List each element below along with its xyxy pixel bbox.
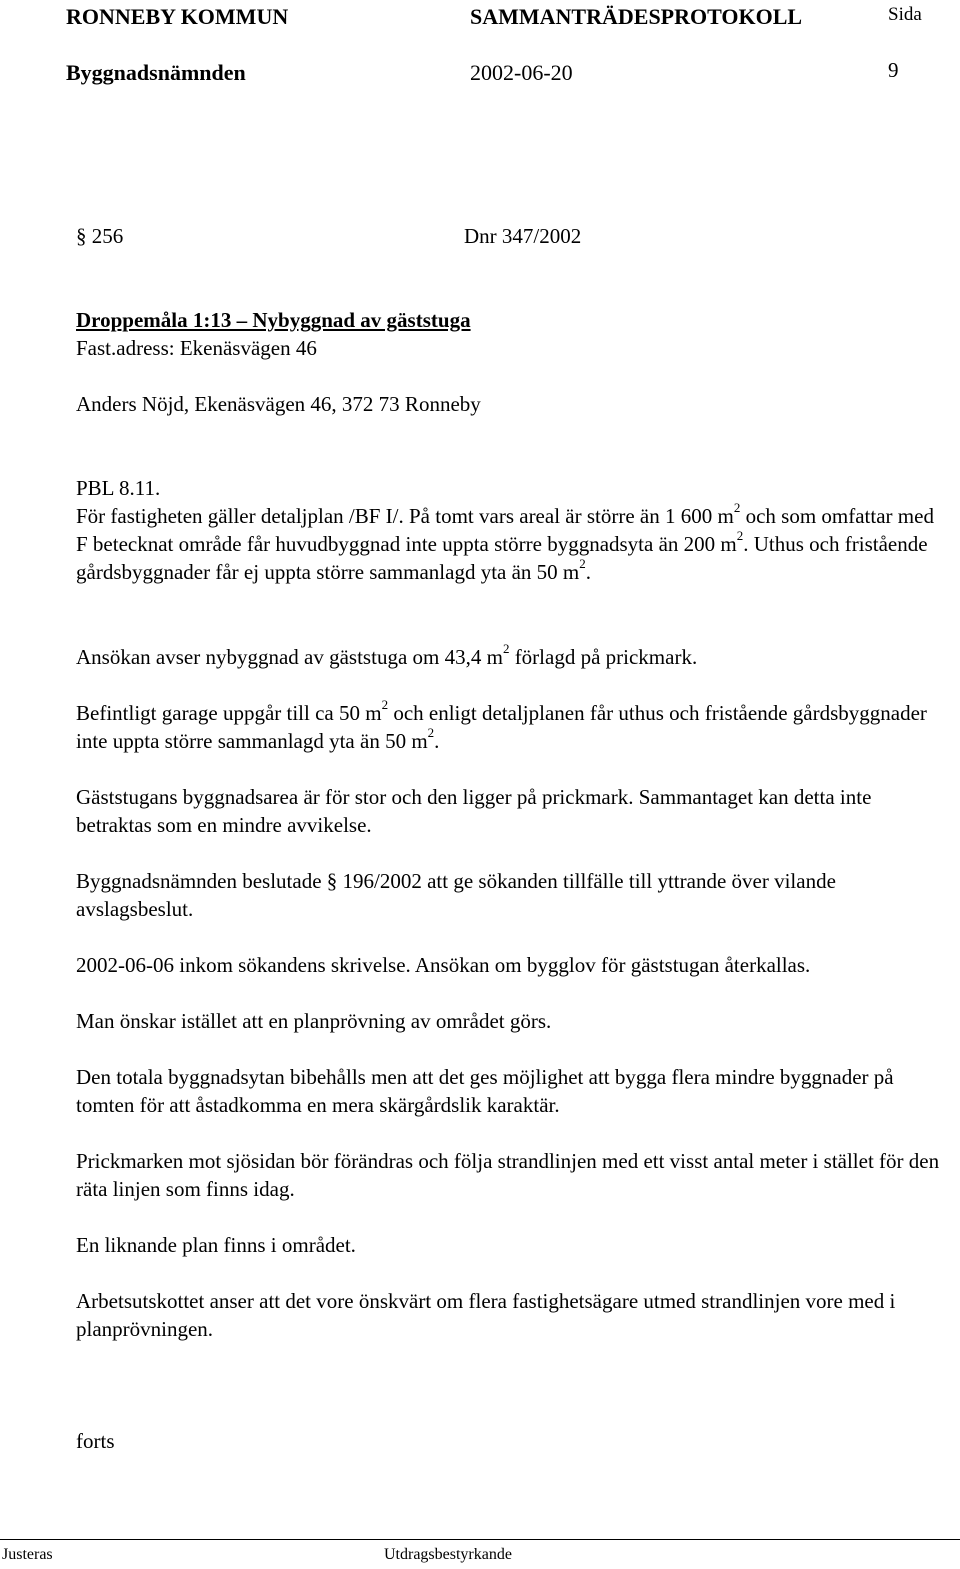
committee-name: Byggnadsnämnden xyxy=(66,60,246,85)
paragraph-similar-plan xyxy=(76,1231,946,1259)
text-segment: . Uthus och fristående gårdsbyggnader får ej uppta större sammanlagd yta än 50 m xyxy=(76,532,928,584)
pbl-reference: PBL 8.11. xyxy=(76,476,161,500)
paragraph-application xyxy=(76,643,946,671)
text-segment: Arbetsutskottet anser att det vore önskvärt om flera fastighetsägare utmed strandlinjen vore med i planprövningen. xyxy=(76,1289,896,1341)
section-line xyxy=(76,222,123,250)
text-segment: och enligt detaljplanen får uthus och fristående gårdsbyggnader inte uppta större sammanlagd yta än 50 m xyxy=(76,701,927,753)
paragraph-plan xyxy=(76,502,946,586)
text-segment: 196/2002 att ge sökanden tillfälle till yttrande över vilande avslagsbeslut. xyxy=(76,869,836,921)
footer-divider xyxy=(0,1539,960,1540)
text-segment: förlagd på prickmark. xyxy=(509,645,698,669)
footer-utdragsbestyrkande: Utdragsbestyrkande xyxy=(384,1546,512,1563)
superscript: 2 xyxy=(381,697,389,712)
section-mark: § xyxy=(326,869,338,893)
text-segment: och som omfattar med F betecknat område får huvudbyggnad inte uppta större byggnadsyta än 200 m xyxy=(76,504,934,556)
superscript: 2 xyxy=(502,641,510,656)
text-segment: . xyxy=(585,560,592,584)
text-segment: Ansökan avser nybyggnad av gäststuga om 43,4 m xyxy=(76,645,503,669)
text-segment: Gäststugans byggnadsarea är för stor och den ligger på prickmark. Sammantaget kan detta inte betraktas som en mindre avvikelse. xyxy=(76,785,872,837)
footer-justeras: Justeras xyxy=(2,1546,53,1563)
page-number: 9 xyxy=(888,58,899,82)
superscript: 2 xyxy=(579,556,586,571)
applicant: Anders Nöjd, Ekenäsvägen 46, 372 73 Ronneby xyxy=(76,392,481,416)
diary-number: Dnr 347/2002 xyxy=(464,224,582,248)
paragraph-prickmark xyxy=(76,1147,946,1203)
paragraph-garage xyxy=(76,699,946,755)
page-label: Sida xyxy=(888,4,922,25)
meeting-date: 2002-06-20 xyxy=(470,60,573,85)
section-mark: § xyxy=(76,224,87,248)
text-segment: En liknande plan finns i området. xyxy=(76,1233,356,1257)
text-segment: Befintligt garage uppgår till ca 50 m xyxy=(76,701,382,725)
property-address: Fast.adress: Ekenäsvägen 46 xyxy=(76,336,317,360)
paragraph-request xyxy=(76,1007,946,1035)
case-title: Droppemåla 1:13 – Nybyggnad av gäststuga xyxy=(76,308,471,332)
text-segment: . xyxy=(434,729,440,753)
paragraph-decision xyxy=(76,867,946,923)
superscript: 2 xyxy=(736,528,744,543)
paragraph-letter xyxy=(76,951,946,979)
paragraph-assessment xyxy=(76,783,946,839)
text-segment: Den totala byggnadsytan bibehålls men att det ges möjlighet att bygga flera mindre byggnader på tomten för att åstadkomma en mera skärgårdslik karaktär. xyxy=(76,1065,894,1117)
text-segment: 2002-06-06 inkom sökandens skrivelse. Ansökan om bygglov för gäststugan återkallas. xyxy=(76,953,811,977)
superscript: 2 xyxy=(733,500,741,515)
text-segment: Prickmarken mot sjösidan bör förändras och följa strandlinjen med ett visst antal meter i stället för den räta linjen som finns idag. xyxy=(76,1149,940,1201)
text-segment: Byggnadsnämnden beslutade xyxy=(76,869,327,893)
paragraph-pbl xyxy=(76,474,946,586)
section-number: 256 xyxy=(91,224,124,248)
paragraph-building-area xyxy=(76,1063,946,1119)
text-segment: För fastigheten gäller detaljplan /BF I/. På tomt vars areal är större än 1 600 m xyxy=(76,504,734,528)
org-name: RONNEBY KOMMUN xyxy=(66,4,289,29)
document-type: SAMMANTRÄDESPROTOKOLL xyxy=(470,4,803,29)
text-segment: Man önskar istället att en planprövning av området görs. xyxy=(76,1009,552,1033)
paragraph-working-committee xyxy=(76,1287,946,1343)
continued-label: forts xyxy=(76,1429,115,1453)
superscript: 2 xyxy=(427,725,435,740)
